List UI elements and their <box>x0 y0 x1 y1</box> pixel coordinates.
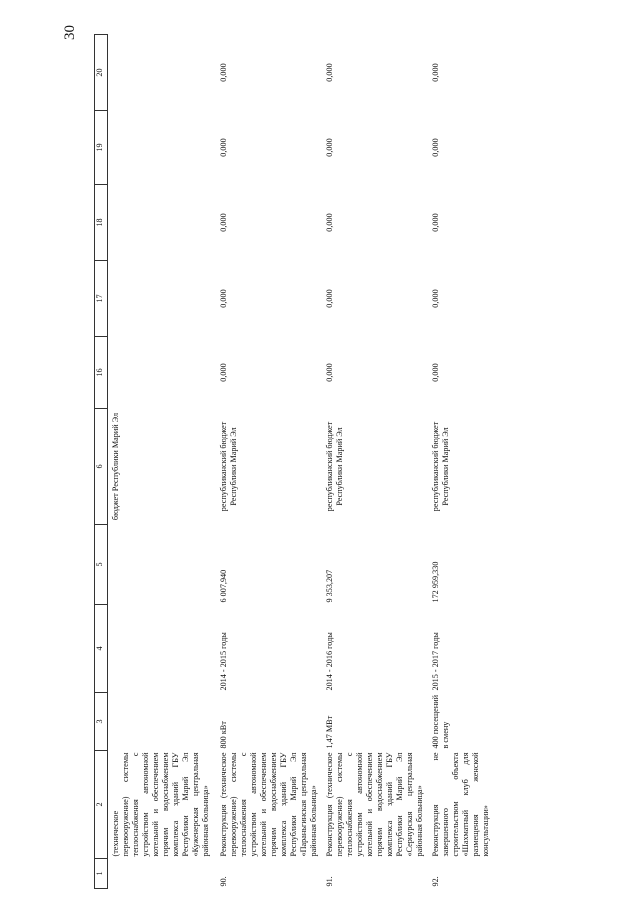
value-18: 0,000 <box>325 213 334 232</box>
value-20: 0,000 <box>219 63 228 82</box>
value-16: 0,000 <box>219 363 228 382</box>
period <box>108 605 214 693</box>
value-19: 0,000 <box>219 138 228 157</box>
table-row <box>108 35 214 889</box>
object-name: Реконструкция (техническое перевооружение) системы теплоснабжения с устройством автономной котельной и обеспечением горячим водоснабжением комплекса зданий ГБУ Республики Марий Эл «Сернурская центральная районная больница» <box>325 752 424 857</box>
cost: 9 353,207 <box>325 569 334 603</box>
col-header-4: 4 <box>95 605 108 693</box>
value-20: 0,000 <box>325 63 334 82</box>
col-header-3: 3 <box>95 693 108 751</box>
funding-source: республиканский бюджет Республики Марий Эл <box>219 421 238 512</box>
value-19 <box>108 111 214 185</box>
value-19: 0,000 <box>325 138 334 157</box>
header-row <box>95 35 108 889</box>
value-20 <box>108 35 214 111</box>
col-header-17: 17 <box>95 261 108 337</box>
col-header-16: 16 <box>95 337 108 409</box>
value-17: 0,000 <box>219 289 228 308</box>
capacity <box>108 693 214 751</box>
capacity: 800 кВт <box>219 721 228 749</box>
object-name: Реконструкция (техническое перевооружение) системы теплоснабжения с устройством автономной котельной и обеспечением горячим водоснабжением комплекса зданий ГБУ Республики Марий Эл «Параньгинская центральная районная больница» <box>219 752 318 857</box>
value-16: 0,000 <box>325 363 334 382</box>
col-header-5: 5 <box>95 525 108 605</box>
col-header-2: 2 <box>95 751 108 859</box>
value-17 <box>108 261 214 337</box>
row-number <box>108 859 214 889</box>
value-18: 0,000 <box>431 213 440 232</box>
row-number: 91. <box>325 876 334 887</box>
value-16 <box>108 337 214 409</box>
object-name: (техническое перевооружение) системы теплоснабжения с устройством автономной котельной и обеспечением горячим водоснабжением комплекса зданий ГБУ Республики Марий Эл «Куженерская центральная районная больница» <box>111 752 210 857</box>
table-row <box>425 35 497 889</box>
funding-source: республиканский бюджет Республики Марий Эл <box>325 421 344 512</box>
page-number: 30 <box>62 25 78 40</box>
funding-source: бюджет Республики Марий Эл <box>111 412 120 521</box>
table-row <box>319 35 425 889</box>
capacity: 400 посещений в смену <box>431 695 450 749</box>
object-name: Реконструкция не завершенного строительством объекта «Шахматный клуб для размещения женской консультации» <box>431 752 490 857</box>
funding-source: республиканский бюджет Республики Марий Эл <box>431 421 450 512</box>
value-17: 0,000 <box>325 289 334 308</box>
period: 2014 - 2015 годы <box>219 632 228 691</box>
value-18: 0,000 <box>219 213 228 232</box>
col-header-18: 18 <box>95 185 108 261</box>
capacity: 1,47 МВт <box>325 715 334 749</box>
period: 2014 - 2016 годы <box>325 632 334 691</box>
table-row <box>213 35 319 889</box>
value-20: 0,000 <box>431 63 440 82</box>
col-header-6: 6 <box>95 409 108 525</box>
value-17: 0,000 <box>431 289 440 308</box>
value-19: 0,000 <box>431 138 440 157</box>
period: 2015 - 2017 годы <box>431 632 440 691</box>
data-table <box>94 34 497 889</box>
rotated-table-sheet <box>94 35 601 889</box>
col-header-20: 20 <box>95 35 108 111</box>
cost: 6 007,940 <box>219 569 228 603</box>
value-18 <box>108 185 214 261</box>
cost <box>108 525 214 605</box>
row-number: 90. <box>219 876 228 887</box>
row-number: 92. <box>431 876 440 887</box>
col-header-19: 19 <box>95 111 108 185</box>
col-header-1: 1 <box>95 859 108 889</box>
cost: 172 959,330 <box>431 561 440 603</box>
value-16: 0,000 <box>431 363 440 382</box>
